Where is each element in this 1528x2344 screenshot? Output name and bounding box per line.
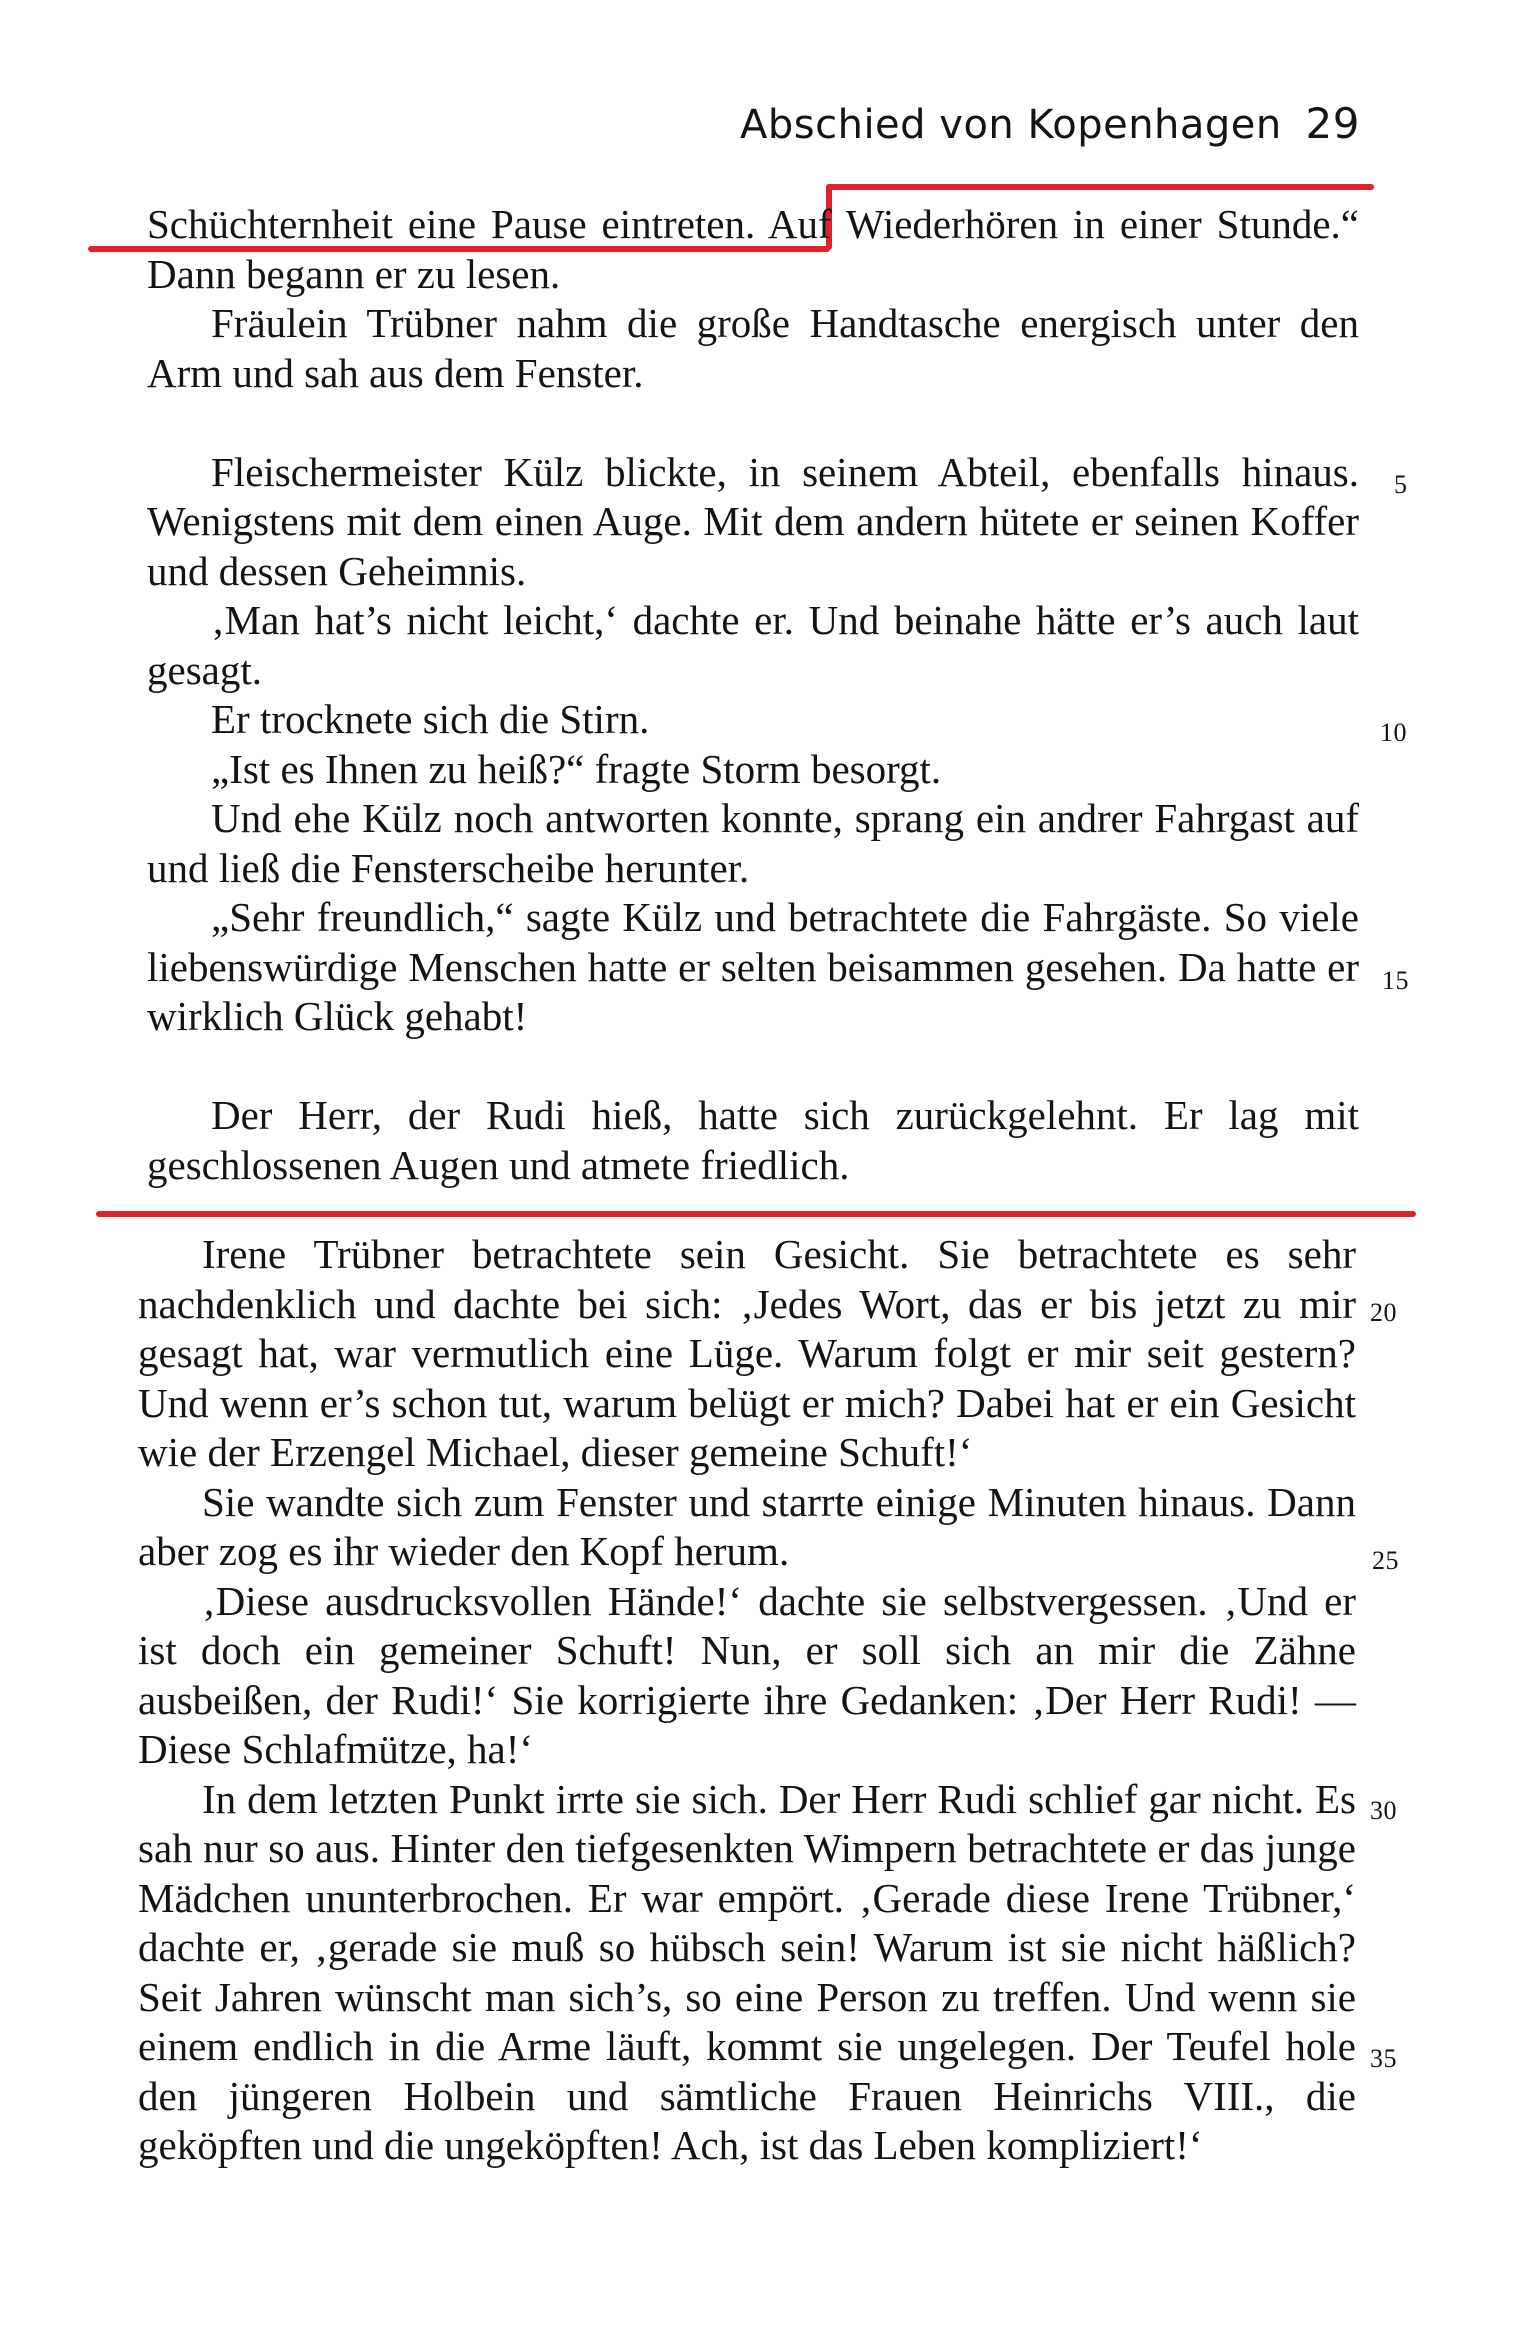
paragraph: Er trocknete sich die Stirn.	[211, 696, 650, 742]
paragraph: „Ist es Ihnen zu heiß?“ fragte Storm besorgt.	[211, 745, 942, 792]
paragraph: „Sehr freundlich,“ sagte Külz und betrachtete die Fahrgäste. So viele liebenswürdige Menschen hatte er selten beisammen gesehen. Da hatte er wirklich Glück gehabt!	[147, 894, 1359, 1039]
upper-text-block	[147, 200, 1359, 1190]
line-number: 35	[1370, 2044, 1397, 2073]
paragraph: In dem letzten Punkt irrte sie sich. Der Herr Rudi schlief gar nicht. Es sah nur so aus. Hinter den tiefgesenkten Wimpern betrachtete er das junge Mädchen ununterbrochen. Er war empört. ‚Gerade diese Irene Trübner,‘ dachte er, ‚gerade sie muß so hübsch sein! Warum ist sie nicht häßlich? Seit Jahren wünscht man sich’s, so eine Person zu treffen. Und wenn sie einem endlich in die Arme läuft, kommt sie ungelegen. Der Teufel hole den jüngeren Holbein und sämtliche Frauen Heinrichs VIII., die geköpften und die ungeköpften! Ach, ist das Leben kompliziert!‘	[138, 1775, 1356, 2168]
section-break	[147, 1042, 1359, 1092]
running-head	[740, 88, 1360, 148]
markup-divider-line	[96, 1211, 1416, 1217]
line-number: 10	[1380, 718, 1407, 747]
paragraph: ‚Man hat’s nicht leicht,‘ dachte er. Und beinahe hätte er’s auch laut gesagt.	[147, 597, 1359, 693]
line-number: 30	[1370, 1796, 1397, 1825]
line-number: 20	[1370, 1298, 1397, 1327]
page-number: 29	[1305, 99, 1360, 148]
markup-overline-top	[826, 184, 1374, 190]
lower-text-block	[138, 1230, 1356, 2171]
paragraph: Fräulein Trübner nahm die große Handtasche energisch unter den Arm und sah aus dem Fenster.	[147, 300, 1359, 396]
running-title: Abschied von Kopenhagen	[740, 102, 1282, 148]
paragraph: Fleischermeister Külz blickte, in seinem Abteil, ebenfalls hinaus. Wenigstens mit dem einen Auge. Mit dem andern hütete er seinen Koffer und dessen Geheimnis.	[147, 448, 1359, 594]
section-break	[147, 398, 1359, 448]
paragraph: ‚Diese ausdrucksvollen Hände!‘ dachte sie selbstvergessen. ‚Und er ist doch ein gemeiner Schuft! Nun, er soll sich an mir die Zähne ausbeißen, der Rudi!‘ Sie korrigierte ihre Gedanken: ‚Der Herr Rudi! — Diese Schlafmütze, ha!‘	[138, 1577, 1356, 1772]
paragraph: Sie wandte sich zum Fenster und starrte einige Minuten hinaus. Dann aber zog es ihr wieder den Kopf herum.	[138, 1478, 1356, 1574]
line-number: 15	[1382, 966, 1409, 995]
paragraph: Der Herr, der Rudi hieß, hatte sich zurückgelehnt. Er lag mit geschlossenen Augen und atmete friedlich.	[147, 1092, 1359, 1188]
paragraph: Irene Trübner betrachtete sein Gesicht. Sie betrachtete es sehr nachdenklich und dachte bei sich: ‚Jedes Wort, das er bis jetzt zu mir gesagt hat, war vermutlich eine Lüge. Warum folgt er mir seit gestern? Und wenn er’s schon tut, warum belügt er mich? Dabei hat er ein Gesicht wie der Erzengel Michael, dieser gemeine Schuft!‘	[138, 1231, 1356, 1475]
paragraph: Schüchternheit eine Pause eintreten. Auf Wiederhören in einer Stunde.“ Dann begann er zu lesen.	[147, 201, 1359, 297]
line-number: 25	[1372, 1546, 1399, 1575]
paragraph: Und ehe Külz noch antworten konnte, sprang ein andrer Fahrgast auf und ließ die Fensterscheibe herunter.	[147, 795, 1359, 891]
line-number: 5	[1394, 470, 1408, 499]
